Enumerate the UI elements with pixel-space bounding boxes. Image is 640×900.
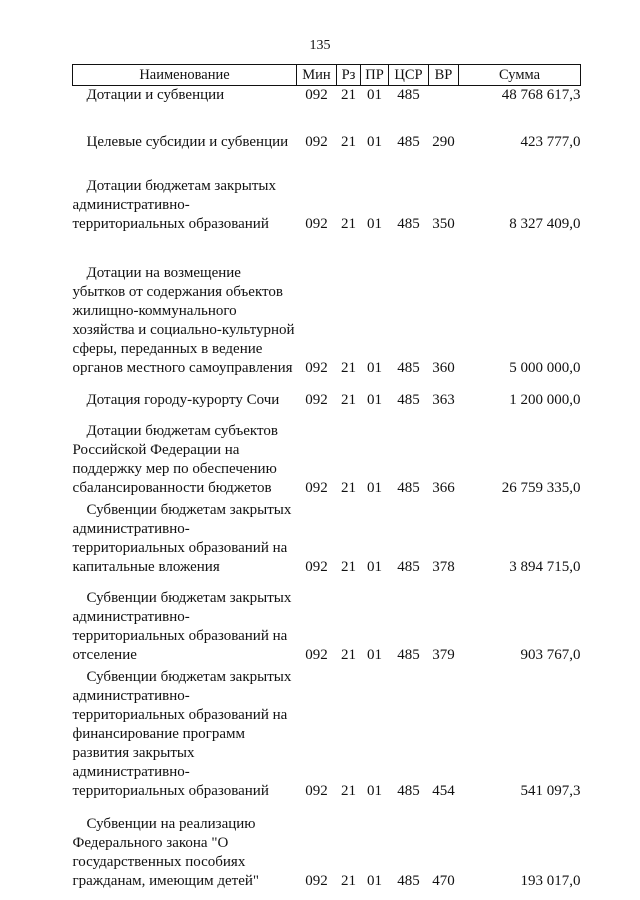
table-row: [73, 86, 581, 110]
row-min: 092: [305, 134, 328, 150]
row-name: Целевые субсидии и субвенции: [86, 134, 289, 150]
row-vr: 454: [432, 783, 455, 799]
table-row: [73, 668, 581, 804]
header-vr: ВР: [429, 65, 459, 86]
table-row: [73, 413, 581, 501]
row-sum: 1 200 000,0: [509, 392, 581, 408]
row-min: 092: [305, 87, 328, 103]
table-row: [73, 381, 581, 413]
row-sum: 903 767,0: [520, 647, 581, 663]
row-vr: 363: [432, 392, 455, 408]
row-sum: 541 097,3: [520, 783, 581, 799]
row-name: Субвенции бюджетам закрытых административно-территориальных образований на отселение: [72, 590, 292, 663]
page-number: 135: [309, 38, 331, 53]
row-rz: 21: [341, 783, 356, 799]
table-row: [73, 237, 581, 381]
table-row: [73, 804, 581, 894]
row-csr: 485: [397, 647, 420, 663]
row-name: Субвенции бюджетам закрытых административно-территориальных образований на капитальные вложения: [72, 502, 292, 575]
row-min: 092: [305, 647, 328, 663]
row-csr: 485: [397, 87, 420, 103]
header-rz: Рз: [337, 65, 361, 86]
row-min: 092: [305, 873, 328, 889]
row-rz: 21: [341, 647, 356, 663]
row-rz: 21: [341, 360, 356, 376]
row-vr: 379: [432, 647, 455, 663]
row-name: Дотации на возмещение убытков от содержания объектов жилищно-коммунального хозяйства и социально-культурной сферы, переданных в ведение органов местного самоуправления: [72, 265, 295, 376]
row-vr: 360: [432, 360, 455, 376]
row-vr: 290: [432, 134, 455, 150]
row-pr: 01: [367, 134, 382, 150]
row-vr: 350: [432, 216, 455, 232]
row-sum: 8 327 409,0: [509, 216, 581, 232]
row-csr: 485: [397, 392, 420, 408]
row-min: 092: [305, 216, 328, 232]
row-vr: 378: [432, 559, 455, 575]
row-min: 092: [305, 559, 328, 575]
header-csr: ЦСР: [389, 65, 429, 86]
table-header-row: [73, 65, 581, 86]
row-vr: [429, 86, 459, 110]
header-name: Наименование: [73, 65, 297, 86]
row-pr: 01: [367, 87, 382, 103]
table-row: [73, 580, 581, 668]
row-rz: 21: [341, 873, 356, 889]
row-csr: 485: [397, 360, 420, 376]
table-row: [73, 155, 581, 237]
budget-table: [72, 64, 581, 894]
row-min: 092: [305, 392, 328, 408]
row-pr: 01: [367, 480, 382, 496]
row-rz: 21: [341, 392, 356, 408]
row-sum: 193 017,0: [520, 873, 581, 889]
table-row: [73, 501, 581, 580]
row-csr: 485: [397, 480, 420, 496]
row-min: 092: [305, 480, 328, 496]
row-sum: 3 894 715,0: [509, 559, 581, 575]
row-name: Дотации бюджетам субъектов Российской Федерации на поддержку мер по обеспечению сбалансированности бюджетов: [72, 423, 278, 496]
row-pr: 01: [367, 392, 382, 408]
header-pr: ПР: [361, 65, 389, 86]
row-pr: 01: [367, 647, 382, 663]
row-pr: 01: [367, 216, 382, 232]
row-pr: 01: [367, 360, 382, 376]
row-rz: 21: [341, 216, 356, 232]
row-name: Субвенции на реализацию Федерального закона "О государственных пособиях гражданам, имеющим детей": [72, 816, 259, 889]
row-min: 092: [305, 783, 328, 799]
row-vr: 366: [432, 480, 455, 496]
header-min: Мин: [297, 65, 337, 86]
row-rz: 21: [341, 134, 356, 150]
row-vr: 470: [432, 873, 455, 889]
row-pr: 01: [367, 559, 382, 575]
table-row: [73, 109, 581, 155]
row-sum: 26 759 335,0: [501, 480, 581, 496]
row-name: Дотации бюджетам закрытых административно-территориальных образований: [72, 178, 277, 232]
row-csr: 485: [397, 216, 420, 232]
row-pr: 01: [367, 873, 382, 889]
row-sum: 48 768 617,3: [501, 87, 581, 103]
row-name: Дотация городу-курорту Сочи: [86, 392, 280, 408]
header-sum: Сумма: [459, 65, 581, 86]
row-rz: 21: [341, 87, 356, 103]
row-min: 092: [305, 360, 328, 376]
row-pr: 01: [367, 783, 382, 799]
row-name: Субвенции бюджетам закрытых административно-территориальных образований на финансирование программ развития закрытых административно-территориальных образований: [72, 669, 292, 799]
row-rz: 21: [341, 480, 356, 496]
row-rz: 21: [341, 559, 356, 575]
row-csr: 485: [397, 873, 420, 889]
row-sum: 5 000 000,0: [509, 360, 581, 376]
row-name: Дотации и субвенции: [86, 87, 225, 103]
row-csr: 485: [397, 559, 420, 575]
row-sum: 423 777,0: [520, 134, 581, 150]
row-csr: 485: [397, 134, 420, 150]
row-csr: 485: [397, 783, 420, 799]
